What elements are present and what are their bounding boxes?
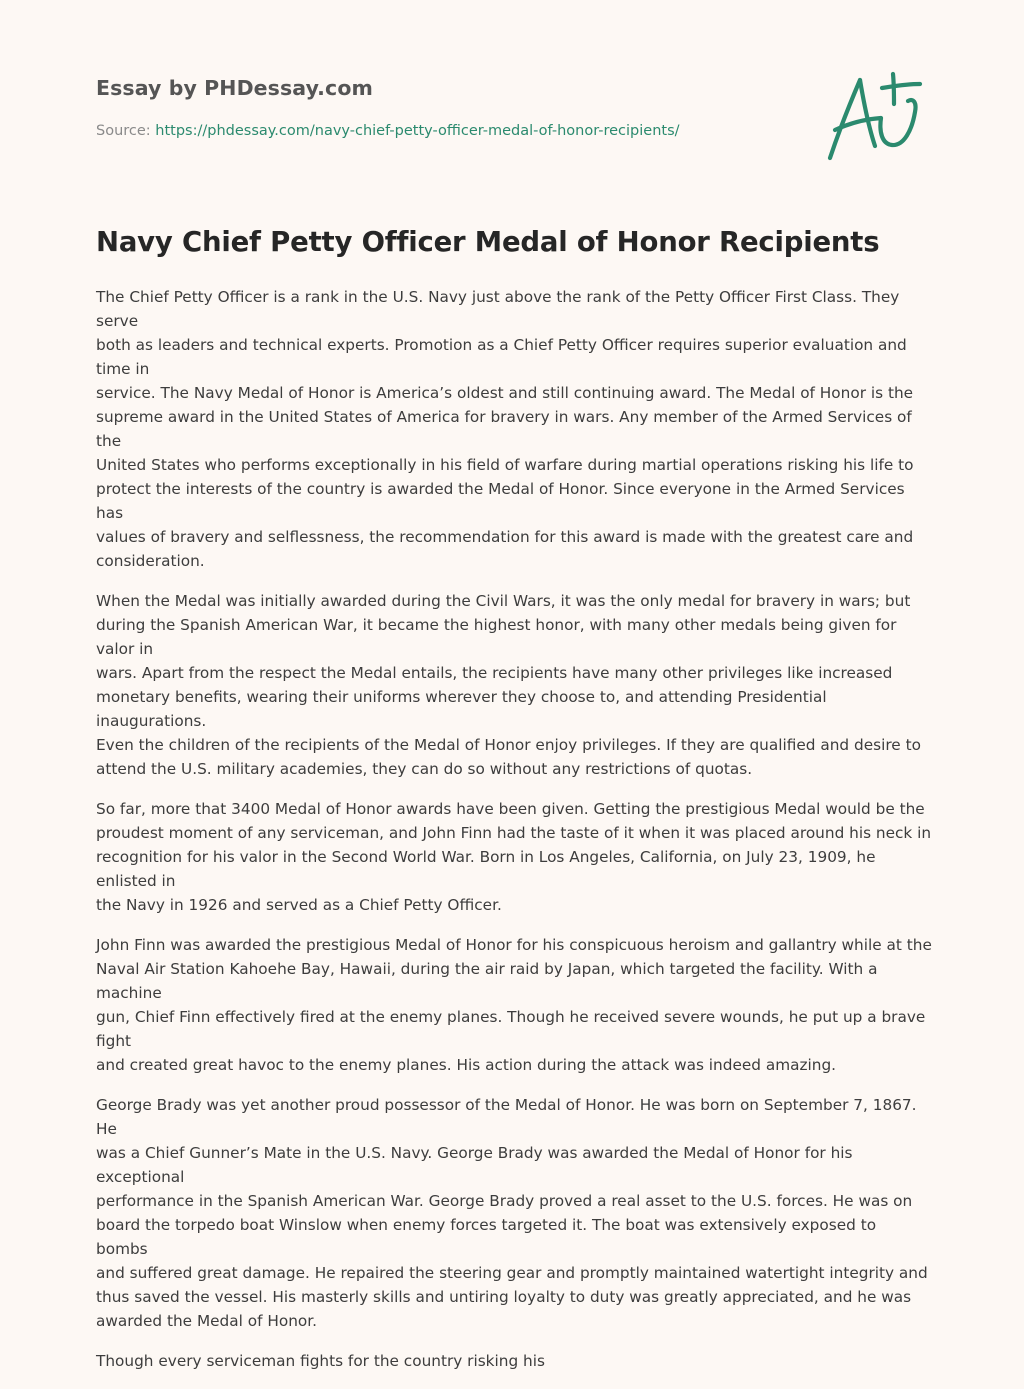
source-label: Source: <box>96 123 156 139</box>
paragraph: So far, more that 3400 Medal of Honor awards have been given. Getting the prestigious Medal would be the proudest moment of any serviceman, and John Finn had the taste of it when it was placed around his neck in recognition for his valor in the Second World War. Born in Los Angeles, California, on July 23, 1909, he enlisted in the Navy in 1926 and served as a Chief Petty Officer. <box>96 800 932 914</box>
source-link[interactable]: https://phdessay.com/navy-chief-petty-officer-medal-of-honor-recipients/ <box>155 123 680 139</box>
a-plus-grade-logo-icon <box>822 68 928 164</box>
paragraph: Though every serviceman fights for the country risking his <box>96 1352 545 1370</box>
paragraph: When the Medal was initially awarded during the Civil Wars, it was the only medal for bravery in wars; but during the Spanish American War, it became the highest honor, with many other medals being given for valor in wars. Apart from the respect the Medal entails, the recipients have many other privileges like increased monetary benefits, wearing their uniforms wherever they choose to, and attending Presidential inaugurations. Even the children of the recipients of the Medal of Honor enjoy privileges. If they are qualified and desire to attend the U.S. military academies, they can do so without any restrictions of quotas. <box>96 592 921 778</box>
paragraph: John Finn was awarded the prestigious Medal of Honor for his conspicuous heroism and gallantry while at the Naval Air Station Kahoehe Bay, Hawaii, during the air raid by Japan, which targeted the facility. With a machine gun, Chief Finn effectively fired at the enemy planes. Though he received severe wounds, he put up a brave fight and created great havoc to the enemy planes. His action during the attack was indeed amazing. <box>96 936 932 1074</box>
paragraph: George Brady was yet another proud possessor of the Medal of Honor. He was born on September 7, 1867. He was a Chief Gunner’s Mate in the U.S. Navy. George Brady was awarded the Medal of Honor for his exceptional performance in the Spanish American War. George Brady proved a real asset to the U.S. forces. He was on board the torpedo boat Winslow when enemy forces targeted it. The boat was extensively exposed to bombs and suffered great damage. He repaired the steering gear and promptly maintained watertight integrity and thus saved the vessel. His masterly skills and untiring loyalty to duty was greatly appreciated, and he was awarded the Medal of Honor. <box>96 1096 928 1330</box>
site-brand: Essay by PHDessay.com <box>96 76 373 100</box>
paragraph: The Chief Petty Officer is a rank in the U.S. Navy just above the rank of the Petty Officer First Class. They serve both as leaders and technical experts. Promotion as a Chief Petty Officer requires superior evaluation and time in service. The Navy Medal of Honor is America’s oldest and still continuing award. The Medal of Honor is the supreme award in the United States of America for bravery in wars. Any member of the Armed Services of the United States who performs exceptionally in his field of warfare during martial operations risking his life to protect the interests of the country is awarded the Medal of Honor. Since everyone in the Armed Services has values of bravery and selflessness, the recommendation for this award is made with the greatest care and consideration. <box>96 288 914 570</box>
source-line <box>96 123 680 139</box>
essay-body <box>96 285 932 1389</box>
essay-title: Navy Chief Petty Officer Medal of Honor Recipients <box>96 226 880 258</box>
